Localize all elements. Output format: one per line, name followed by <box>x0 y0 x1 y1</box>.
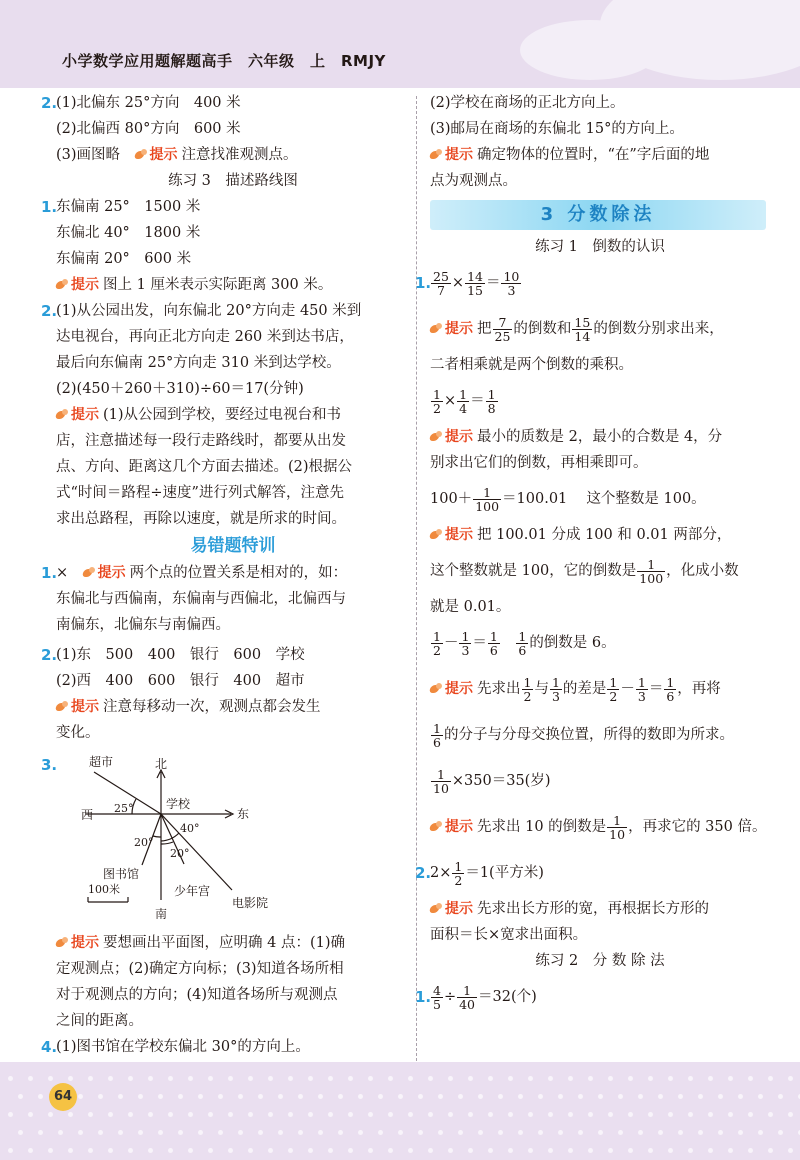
fraction: $\frac{1}{6}$ <box>433 720 441 750</box>
decor-dot <box>228 1076 233 1081</box>
decor-dot <box>608 1112 613 1117</box>
decor-dot <box>478 1130 483 1135</box>
angle-arc-20b <box>161 842 173 844</box>
tip: 提示 要想画出平面图，应明确 4 点：(1)确 <box>56 930 345 956</box>
fraction: $\frac{10}{3}$ <box>503 268 520 298</box>
decor-dot <box>398 1130 403 1135</box>
fraction: $\frac{1}{40}$ <box>459 982 476 1012</box>
decor-dot <box>338 1094 343 1099</box>
tip: 提示 图上 1 厘米表示实际距离 300 米。 <box>56 272 332 298</box>
angle-arc-20a <box>153 836 161 837</box>
question-number: 4. <box>41 1038 58 1056</box>
page-header <box>0 0 800 88</box>
hand-icon <box>430 903 443 914</box>
label-west: 西 <box>81 808 94 822</box>
fraction: $\frac{1}{4}$ <box>459 386 468 416</box>
decor-dot <box>8 1148 13 1153</box>
question-number: 1. <box>415 988 432 1006</box>
decor-dot <box>148 1148 153 1153</box>
decor-dot <box>28 1112 33 1117</box>
decor-dot <box>408 1112 413 1117</box>
decor-dot <box>648 1112 653 1117</box>
decor-dot <box>248 1076 253 1081</box>
question-number: 2. <box>41 94 58 112</box>
decor-dot <box>18 1094 23 1099</box>
decor-dot <box>168 1148 173 1153</box>
decor-dot <box>188 1148 193 1153</box>
decor-dot <box>498 1094 503 1099</box>
decor-dot <box>248 1148 253 1153</box>
decor-dot <box>538 1130 543 1135</box>
decor-dot <box>518 1130 523 1135</box>
decor-dot <box>308 1148 313 1153</box>
decor-dot <box>188 1076 193 1081</box>
hand-icon <box>83 567 96 578</box>
chapter-number: 3 <box>540 204 558 225</box>
decor-dot <box>778 1094 783 1099</box>
tip: 提示 确定物体的位置时，“在”字后面的地 <box>430 142 709 168</box>
decor-dot <box>708 1112 713 1117</box>
decor-dot <box>428 1148 433 1153</box>
decor-dot <box>508 1148 513 1153</box>
decor-dot <box>8 1076 13 1081</box>
decor-dot <box>748 1148 753 1153</box>
tip: 提示 先求出 $\frac{1}{2}$ 与 $\frac{1}{3}$ 的差是 $\frac{1}{2}$ － $\frac{1}{3}$ ＝ $\frac{1}{6}$ ，再将 <box>430 666 721 712</box>
label-cinema: 电影院 <box>232 896 269 910</box>
decor-dot <box>598 1130 603 1135</box>
decor-dot <box>708 1076 713 1081</box>
decor-dot <box>118 1094 123 1099</box>
decor-dot <box>48 1148 53 1153</box>
decor-dot <box>768 1076 773 1081</box>
decor-dot <box>298 1094 303 1099</box>
decor-dot <box>328 1076 333 1081</box>
decor-dot <box>448 1148 453 1153</box>
label-east: 东 <box>237 807 250 821</box>
decor-dot <box>78 1130 83 1135</box>
decor-dot <box>488 1148 493 1153</box>
decor-dot <box>448 1076 453 1081</box>
decor-dot <box>638 1094 643 1099</box>
decor-dot <box>528 1076 533 1081</box>
fraction: $\frac{4}{5}$ <box>433 982 441 1012</box>
decor-dot <box>408 1148 413 1153</box>
decor-dot <box>348 1148 353 1153</box>
decor-dot <box>28 1148 33 1153</box>
decor-dot <box>668 1148 673 1153</box>
hand-icon <box>430 431 443 442</box>
decor-dot <box>688 1112 693 1117</box>
decor-dot <box>658 1094 663 1099</box>
decor-dot <box>378 1130 383 1135</box>
decor-dot <box>508 1076 513 1081</box>
decor-dot <box>398 1094 403 1099</box>
decor-dot <box>68 1076 73 1081</box>
decor-dot <box>48 1112 53 1117</box>
decor-dot <box>578 1094 583 1099</box>
decor-dot <box>438 1094 443 1099</box>
decor-dot <box>658 1130 663 1135</box>
decor-dot <box>598 1094 603 1099</box>
decor-dot <box>688 1148 693 1153</box>
decor-dot <box>188 1112 193 1117</box>
fraction: $\frac{1}{3}$ <box>637 674 646 704</box>
decor-dot <box>18 1130 23 1135</box>
hand-icon <box>430 821 443 832</box>
decor-dot <box>608 1148 613 1153</box>
chapter-banner <box>430 200 766 230</box>
page-footer <box>0 1062 800 1160</box>
decor-dot <box>368 1148 373 1153</box>
decor-dot <box>338 1130 343 1135</box>
decor-dot <box>98 1094 103 1099</box>
decor-dot <box>728 1148 733 1153</box>
hand-icon <box>430 683 443 694</box>
decor-dot <box>568 1148 573 1153</box>
decor-dot <box>68 1148 73 1153</box>
hand-icon <box>56 701 69 712</box>
tip: 提示 把 $\frac{7}{25}$ 的倒数和 $\frac{15}{14}$ 的倒数分别求出来， <box>430 306 724 352</box>
decor-dot <box>88 1076 93 1081</box>
decor-dot <box>268 1112 273 1117</box>
decor-dot <box>288 1076 293 1081</box>
question-number: 2. <box>41 646 58 664</box>
decor-dot <box>38 1094 43 1099</box>
decor-dot <box>498 1130 503 1135</box>
fraction: $\frac{25}{7}$ <box>433 268 449 298</box>
decor-dot <box>628 1076 633 1081</box>
decor-dot <box>208 1148 213 1153</box>
decor-dot <box>108 1076 113 1081</box>
decor-dot <box>308 1112 313 1117</box>
decor-dot <box>278 1094 283 1099</box>
decor-dot <box>678 1130 683 1135</box>
decor-dot <box>128 1148 133 1153</box>
question-number: 2. <box>41 302 58 320</box>
decor-dot <box>538 1094 543 1099</box>
fraction: $\frac{1}{2}$ <box>454 858 463 888</box>
decor-dot <box>568 1076 573 1081</box>
chapter-title: 分数除法 <box>567 204 656 225</box>
tip: 提示 注意找准观测点。 <box>135 142 298 168</box>
question-number: 1. <box>415 274 432 292</box>
decor-dot <box>208 1112 213 1117</box>
decor-dot <box>608 1076 613 1081</box>
decor-dot <box>708 1148 713 1153</box>
decor-dot <box>428 1112 433 1117</box>
decor-dot <box>118 1130 123 1135</box>
decor-dot <box>328 1112 333 1117</box>
decor-dot <box>388 1148 393 1153</box>
header-title: 小学数学应用题解题高手 六年级 上 RMJY <box>62 52 386 70</box>
decor-dot <box>528 1148 533 1153</box>
decor-dot <box>368 1076 373 1081</box>
decor-dot <box>128 1112 133 1117</box>
decor-dot <box>418 1130 423 1135</box>
decor-dot <box>178 1094 183 1099</box>
label-angle-20a: 20° <box>134 836 154 849</box>
decor-dot <box>578 1130 583 1135</box>
decor-dot <box>268 1076 273 1081</box>
decor-dot <box>478 1094 483 1099</box>
decor-dot <box>288 1112 293 1117</box>
decor-dot <box>198 1094 203 1099</box>
label-scale: 100米 <box>88 883 120 896</box>
decor-dot <box>728 1076 733 1081</box>
decor-dot <box>108 1148 113 1153</box>
answer-line: (3)画图略 <box>56 147 121 163</box>
decor-dot <box>208 1076 213 1081</box>
decor-dot <box>508 1112 513 1117</box>
decor-dot <box>258 1094 263 1099</box>
decor-dot <box>168 1112 173 1117</box>
decor-dot <box>488 1112 493 1117</box>
fraction: $\frac{1}{2}$ <box>433 386 441 416</box>
decor-dot <box>78 1094 83 1099</box>
question-number: 2. <box>415 864 432 882</box>
hand-icon <box>56 937 69 948</box>
decor-dot <box>548 1148 553 1153</box>
decor-dot <box>258 1130 263 1135</box>
decor-dot <box>468 1076 473 1081</box>
question-number: 1. <box>41 564 58 582</box>
fraction: $\frac{1}{2}$ <box>523 674 532 704</box>
decor-dot <box>358 1094 363 1099</box>
decor-dot <box>38 1130 43 1135</box>
decor-dot <box>648 1076 653 1081</box>
decor-dot <box>758 1094 763 1099</box>
direction-diagram-block <box>41 752 410 930</box>
decor-dot <box>348 1076 353 1081</box>
decor-dot <box>218 1094 223 1099</box>
decor-dot <box>548 1076 553 1081</box>
tip-label: 提示 <box>149 147 178 163</box>
decor-dot <box>158 1094 163 1099</box>
decor-dot <box>158 1130 163 1135</box>
tip: 提示 先求出 10 的倒数是 $\frac{1}{10}$ ，再求它的 350 倍。 <box>430 804 766 850</box>
fraction: $\frac{1}{6}$ <box>518 628 527 658</box>
decor-dot <box>228 1148 233 1153</box>
decor-dot <box>128 1076 133 1081</box>
decor-dot <box>548 1112 553 1117</box>
fraction: $\frac{1}{8}$ <box>487 386 496 416</box>
hand-icon <box>430 323 443 334</box>
fraction: $\frac{1}{100}$ <box>639 556 664 586</box>
question-number: 1. <box>41 198 58 216</box>
decor-dot <box>318 1094 323 1099</box>
column-divider <box>416 96 417 1061</box>
decor-dot <box>718 1130 723 1135</box>
label-school: 学校 <box>166 797 191 811</box>
decor-dot <box>98 1130 103 1135</box>
right-column: (2)学校在商场的正北方向上。 (3)邮局在商场的东偏北 15°的方向上。 提示 确定物体的位置时，“在”字后面的地 点为观测点。 3 分数除法 练习 1 倒数的认识 1. $\frac{25}{7}$ × $\frac{14}{15}$ ＝ $\frac{10}{3}$ 提示 把 $\frac{7}{25}$ 的倒数和 $\frac{15}{14}$ 的倒数分别求出来， 二者相乘就是两个倒数的乘积。 $\frac{1}{2}$ × $\frac{1}{4}$ ＝ $\frac{1}{8}$ 提示 最小的质数是 2，最小的合数是 4，分 别求出它们的倒数，再相乘即可。 100＋ $\frac{1}{100}$ ＝100.01 这个整数是 100。 提示 把 100.01 分成 100 和 0.01 两部分， 这个整数就是 100，它的倒数是 $\frac{1}{100}$ ，化成小数 就是 0.01。 $\frac{1}{2}$ － $\frac{1}{3}$ ＝ $\frac{1}{6}$ $\frac{1}{6}$ 的倒数是 6。 提示 先求出 $\frac{1}{2}$ 与 $\frac{1}{3}$ 的差是 $\frac{1}{2}$ － $\frac{1}{3}$ ＝ $\frac{1}{6}$ ，再将 $\frac{1}{6}$ 的分子与分母交换位置，所得的数即为所求。 $\frac{1}{10}$ ×350＝35(岁) 提示 先求出 10 的倒数是 $\frac{1}{10}$ ，再求它的 350 倍。 2. 2× $\frac{1}{2}$ ＝1(平方米) 提示 先求出长方形的宽，再根据长方形的 面积＝长×宽求出面积。 练习 2 分 数 除 法 1. $\frac{4}{5}$ ÷ $\frac{1}{40}$ ＝32(个) <box>430 88 770 1020</box>
decor-dot <box>148 1112 153 1117</box>
fraction: $\frac{7}{25}$ <box>494 314 511 344</box>
tip: 提示 注意每移动一次，观测点都会发生 <box>56 694 321 720</box>
decor-dot <box>238 1094 243 1099</box>
decor-dot <box>668 1112 673 1117</box>
decor-dot <box>588 1148 593 1153</box>
decor-dot <box>788 1112 793 1117</box>
decor-dot <box>768 1148 773 1153</box>
question-number: 3. <box>41 756 58 774</box>
left-column: 2. (1)北偏东 25°方向 400 米 (2)北偏西 80°方向 600 米 (3)画图略 提示 注意找准观测点。 练习 3 描述路线图 1. 东偏南 25° 1500 米 东偏北 40° 1800 米 东偏南 20° 600 米 提示 图上 1 厘米表示实际距离 300 米。 2. (1)从公园出发，向东偏北 20°方向走 450 米到 达电视台，再向正北方向走 260 米到达书店， 最后向东偏南 25°方向走 310 米到达学校。 (2)(450＋260＋310)÷60＝17(分钟) 提示 (1)从公园到学校，要经过电视台和书 店，注意描述每一段行走路线时，都要从出发 点、方向、距离这几个方面去描述。(2)根据公 式“时间＝路程÷速度”进行列式解答，注意先 求出总路程，再除以速度，就是所求的时间。 易错题特训 1. × 提示 两个点的位置关系是相对的，如： 东偏北与西偏南，东偏南与西偏北，北偏西与 南偏东，北偏东与南偏西。 2. (1)东 500 400 银行 600 学校 (2)西 400 600 银行 400 超市 提示 注意每移动一次，观测点都会发生 变化。 3. 北 南 东 西 超市 学校 图书馆 少年宫 电影院 25° 40° 20° 20° 100米 提示 要想画出平面图，应明确 4 点：(1)确 定观测点；(2)确定方向标；(3)知道各场所相 对于观测点的方向；(4)知道各场所与观测点 之间的距离。 4. (1)图书馆在学校东偏北 30°的方向上。 <box>56 88 410 1060</box>
hand-icon <box>56 409 69 420</box>
decor-dot <box>178 1130 183 1135</box>
decor-dot <box>468 1148 473 1153</box>
decor-dot <box>588 1076 593 1081</box>
decor-dot <box>748 1112 753 1117</box>
decor-dot <box>88 1148 93 1153</box>
decor-dot <box>738 1130 743 1135</box>
decor-dot <box>668 1076 673 1081</box>
decor-dot <box>778 1130 783 1135</box>
decor-dot <box>198 1130 203 1135</box>
decor-dot <box>688 1076 693 1081</box>
hand-icon <box>56 279 69 290</box>
decor-dot <box>618 1130 623 1135</box>
exercise-title: 练习 1 倒数的认识 <box>535 239 665 255</box>
direction-diagram <box>56 752 316 930</box>
decor-dot <box>698 1130 703 1135</box>
decor-dot <box>248 1112 253 1117</box>
page-number: 64 <box>49 1083 77 1111</box>
tip: 提示 两个点的位置关系是相对的，如： <box>83 560 348 586</box>
label-south: 南 <box>155 907 168 921</box>
decor-dot <box>288 1148 293 1153</box>
decor-dot <box>408 1076 413 1081</box>
decor-dot <box>308 1076 313 1081</box>
label-angle-20b: 20° <box>170 847 190 860</box>
decor-dot <box>628 1148 633 1153</box>
decor-dot <box>558 1130 563 1135</box>
decor-dot <box>268 1148 273 1153</box>
decor-dot <box>448 1112 453 1117</box>
fraction: $\frac{1}{3}$ <box>551 674 560 704</box>
wrong-mark: × <box>56 565 69 581</box>
decor-dot <box>328 1148 333 1153</box>
decor-dot <box>648 1148 653 1153</box>
tip: 提示 把 100.01 分成 100 和 0.01 两部分， <box>430 522 731 548</box>
decor-dot <box>588 1112 593 1117</box>
decor-dot <box>318 1130 323 1135</box>
label-library: 图书馆 <box>103 867 140 881</box>
decor-dot <box>88 1112 93 1117</box>
fraction: $\frac{1}{10}$ <box>609 812 626 842</box>
exercise-title: 练习 3 描述路线图 <box>168 173 298 189</box>
decor-dot <box>138 1130 143 1135</box>
label-supermarket: 超市 <box>89 755 114 769</box>
section-title: 易错题特训 <box>190 536 276 556</box>
decor-dot <box>138 1094 143 1099</box>
decor-dot <box>228 1112 233 1117</box>
decor-dot <box>428 1076 433 1081</box>
decor-dot <box>28 1076 33 1081</box>
decor-dot <box>438 1130 443 1135</box>
tip: 提示 最小的质数是 2，最小的合数是 4，分 <box>430 424 722 450</box>
tip: 提示 (1)从公园到学校，要经过电视台和书 <box>56 402 341 428</box>
decor-dot <box>218 1130 223 1135</box>
answer-line: (1)北偏东 25°方向 400 米 <box>56 95 241 111</box>
fraction: $\frac{1}{100}$ <box>475 484 500 514</box>
tip: 提示 先求出长方形的宽，再根据长方形的 <box>430 896 709 922</box>
decor-dot <box>728 1112 733 1117</box>
decor-dot <box>278 1130 283 1135</box>
decor-dot <box>788 1148 793 1153</box>
decor-dot <box>488 1076 493 1081</box>
fraction: $\frac{1}{3}$ <box>461 628 470 658</box>
decor-dot <box>758 1130 763 1135</box>
exercise-title: 练习 2 分 数 除 法 <box>535 953 665 969</box>
decor-dot <box>618 1094 623 1099</box>
decor-dot <box>528 1112 533 1117</box>
answer-line: (2)北偏西 80°方向 600 米 <box>56 121 241 137</box>
decor-dot <box>718 1094 723 1099</box>
decor-dot <box>108 1112 113 1117</box>
decor-dot <box>678 1094 683 1099</box>
label-north: 北 <box>155 757 168 771</box>
decor-dot <box>458 1094 463 1099</box>
decor-dot <box>378 1094 383 1099</box>
decor-dot <box>348 1112 353 1117</box>
decor-dot <box>518 1094 523 1099</box>
decor-dot <box>558 1094 563 1099</box>
decor-dot <box>748 1076 753 1081</box>
hand-icon <box>430 529 443 540</box>
decor-dot <box>458 1130 463 1135</box>
decor-dot <box>298 1130 303 1135</box>
fraction: $\frac{14}{15}$ <box>467 268 483 298</box>
decor-dot <box>238 1130 243 1135</box>
decor-dot <box>638 1130 643 1135</box>
decor-dot <box>568 1112 573 1117</box>
fraction: $\frac{1}{6}$ <box>666 674 675 704</box>
decor-dot <box>738 1094 743 1099</box>
decor-dot <box>468 1112 473 1117</box>
decor-dot <box>58 1130 63 1135</box>
fraction: $\frac{1}{10}$ <box>433 766 449 796</box>
hand-icon <box>135 149 148 160</box>
decor-dot <box>768 1112 773 1117</box>
decor-dot <box>358 1130 363 1135</box>
hand-icon <box>430 149 443 160</box>
decor-dot <box>168 1076 173 1081</box>
decor-dot <box>628 1112 633 1117</box>
decor-dot <box>388 1112 393 1117</box>
decor-dot <box>148 1076 153 1081</box>
label-angle-25: 25° <box>114 802 134 815</box>
decor-dot <box>68 1112 73 1117</box>
decor-dot <box>368 1112 373 1117</box>
fraction: $\frac{1}{2}$ <box>433 628 441 658</box>
fraction: $\frac{1}{6}$ <box>489 628 498 658</box>
label-youth-palace: 少年宫 <box>174 884 211 898</box>
fraction: $\frac{1}{2}$ <box>609 674 618 704</box>
decor-dot <box>698 1094 703 1099</box>
decor-dot <box>418 1094 423 1099</box>
decor-dot <box>388 1076 393 1081</box>
fraction: $\frac{15}{14}$ <box>574 314 591 344</box>
label-angle-40: 40° <box>180 822 200 835</box>
decor-dot <box>8 1112 13 1117</box>
decor-dot <box>788 1076 793 1081</box>
decor-dot <box>48 1076 53 1081</box>
